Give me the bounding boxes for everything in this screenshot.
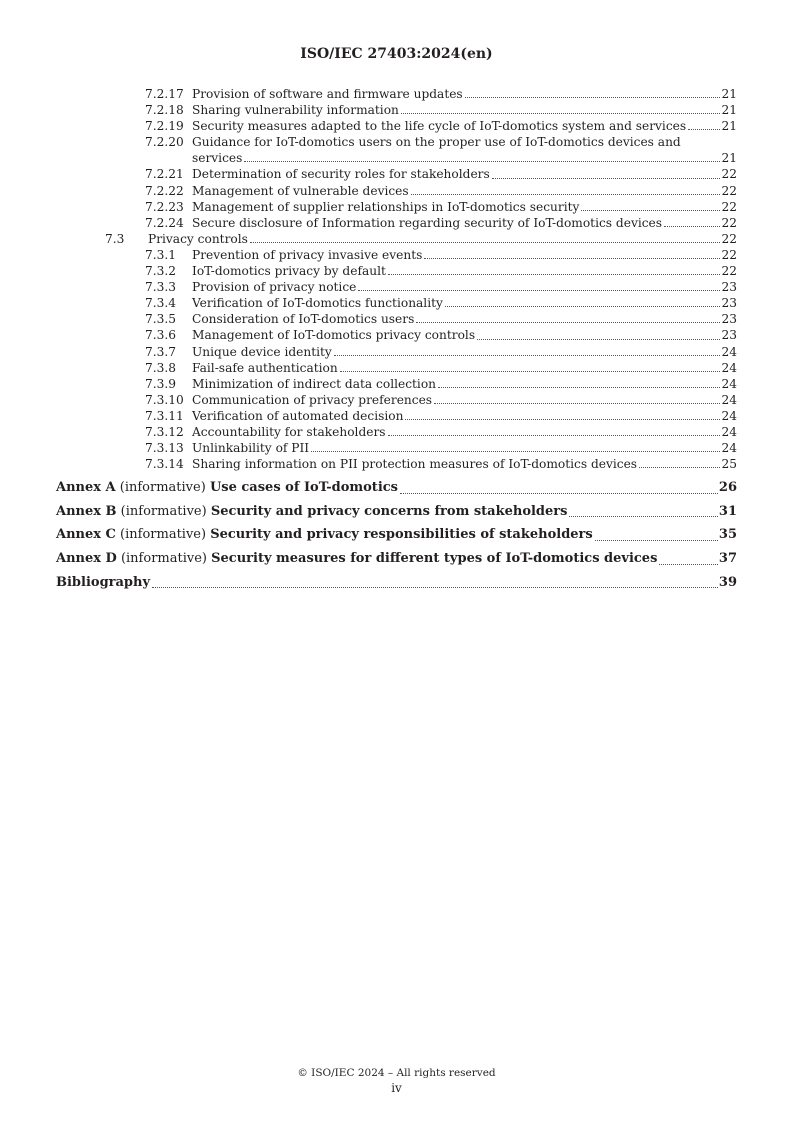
leader-dots — [445, 306, 721, 307]
toc-entry-number: 7.3.9 — [145, 376, 177, 391]
page-footer — [0, 1067, 793, 1095]
toc-entry-title: Communication of privacy preferences — [192, 392, 433, 407]
toc-entry-page: 22 — [721, 231, 737, 246]
leader-dots — [388, 435, 721, 436]
toc-entry-7-3-12[interactable] — [56, 424, 737, 440]
toc-entry-7-2-23[interactable] — [56, 199, 737, 215]
toc-entry-7-3-10[interactable] — [56, 392, 737, 408]
toc-entry-page: 21 — [721, 87, 737, 101]
leader-dots — [311, 451, 720, 452]
toc-entry-number: 7.3.12 — [145, 424, 184, 439]
toc-bibliography-title: Bibliography — [56, 574, 151, 590]
toc-entry-number: 7.3.11 — [145, 408, 184, 423]
toc-entry-page: 23 — [721, 312, 737, 327]
toc-entry-title: Sharing information on PII protection measures of IoT-domotics devices — [192, 457, 638, 472]
leader-dots — [581, 210, 720, 211]
toc-entry-number: 7.3.5 — [145, 312, 177, 327]
annex-title: Use cases of IoT-domotics — [209, 480, 398, 496]
copyright-notice: © ISO/IEC 2024 – All rights reserved — [297, 1067, 496, 1079]
toc-group-7-3 — [56, 247, 737, 472]
toc-entry-page: 21 — [721, 151, 737, 166]
toc-entry-title: Minimization of indirect data collection — [192, 376, 437, 391]
toc-entry-title: IoT-domotics privacy by default — [192, 264, 386, 279]
toc-entry-number: 7.2.24 — [145, 215, 184, 230]
toc-entry-7-3-14[interactable] — [56, 456, 737, 472]
toc-entry-title: Determination of security roles for stakeholders — [192, 167, 490, 182]
toc-entry-title-line2: services — [192, 151, 243, 166]
toc-entry-title: Provision of privacy notice — [192, 280, 357, 295]
toc-entry-number: 7.2.18 — [145, 103, 184, 118]
toc-entry-title: Privacy controls — [148, 231, 248, 246]
leader-dots — [424, 258, 720, 259]
toc-entry-number: 7.3.13 — [145, 441, 184, 456]
toc-entry-page: 22 — [721, 167, 737, 182]
toc-group-7-2-b — [56, 166, 737, 230]
toc-entry-7-3[interactable] — [56, 231, 737, 247]
toc-entry-7-2-20[interactable] — [56, 134, 737, 166]
toc-entry-7-2-17[interactable] — [56, 86, 737, 102]
toc-entry-page: 22 — [721, 215, 737, 230]
toc-entry-page: 23 — [721, 280, 737, 295]
toc-entry-number: 7.3.2 — [145, 264, 177, 279]
toc-entry-number: 7.2.20 — [145, 135, 184, 150]
annex-kind: (informative) — [120, 551, 207, 567]
toc-entry-7-3-11[interactable] — [56, 408, 737, 424]
leader-dots — [405, 419, 720, 420]
leader-dots — [465, 97, 721, 98]
leader-dots — [250, 242, 721, 243]
leader-dots — [358, 290, 720, 291]
toc-entry-title: Sharing vulnerability information — [192, 103, 399, 118]
toc-entry-number: 7.3.14 — [145, 457, 184, 472]
document-header: ISO/IEC 27403:2024(en) — [300, 46, 493, 62]
toc-entry-title: Management of supplier relationships in IoT-domotics security — [192, 199, 580, 214]
toc-entry-title: Accountability for stakeholders — [192, 424, 386, 439]
toc-entry-annex-d[interactable] — [56, 547, 737, 571]
leader-dots — [244, 161, 720, 162]
toc-entry-7-3-5[interactable] — [56, 311, 737, 327]
toc-entry-7-3-13[interactable] — [56, 440, 737, 456]
toc-entry-7-3-4[interactable] — [56, 295, 737, 311]
annex-label: Annex A — [56, 480, 116, 496]
toc-entry-number: 7.3.1 — [145, 247, 177, 262]
page-number: iv — [391, 1081, 402, 1095]
annex-label: Annex D — [56, 551, 117, 567]
leader-dots — [434, 403, 720, 404]
toc-entry-page: 24 — [721, 424, 737, 439]
toc-entry-page: 24 — [721, 408, 737, 423]
toc-entry-7-3-2[interactable] — [56, 263, 737, 279]
toc-entry-number: 7.3.4 — [145, 296, 177, 311]
toc-entry-page: 24 — [721, 376, 737, 391]
annex-label: Annex B — [56, 503, 117, 519]
toc-entry-page: 22 — [721, 247, 737, 262]
toc-entry-page: 25 — [721, 457, 737, 472]
toc-entry-page: 24 — [721, 344, 737, 359]
toc-entry-number: 7.2.17 — [145, 87, 184, 101]
toc-entry-page: 37 — [718, 551, 737, 567]
toc-entry-page: 39 — [718, 574, 737, 590]
toc-entry-bibliography[interactable] — [56, 571, 737, 595]
toc-entry-title: Unique device identity — [192, 344, 332, 359]
toc-entry-page: 22 — [721, 183, 737, 198]
leader-dots — [152, 587, 718, 588]
toc-entry-7-2-22[interactable] — [56, 183, 737, 199]
annex-title: Security and privacy responsibilities of stakeholders — [210, 527, 593, 543]
toc-entry-7-2-24[interactable] — [56, 215, 737, 231]
toc-entry-title: Verification of IoT-domotics functionality — [192, 296, 443, 311]
toc-entry-7-3-8[interactable] — [56, 360, 737, 376]
toc-annexes — [56, 476, 737, 570]
toc-entry-number: 7.2.23 — [145, 199, 184, 214]
toc-entry-title-line1: Guidance for IoT-domotics users on the proper use of IoT-domotics devices and — [192, 135, 681, 150]
toc-entry-page: 22 — [721, 199, 737, 214]
toc-entry-annex-a[interactable] — [56, 476, 737, 500]
toc-entry-annex-b[interactable] — [56, 500, 737, 524]
leader-dots — [492, 178, 721, 179]
toc-entry-7-3-3[interactable] — [56, 279, 737, 295]
toc-entry-number: 7.3.8 — [145, 360, 177, 375]
toc-entry-title: Management of vulnerable devices — [192, 183, 409, 198]
toc-entry-7-3-6[interactable] — [56, 327, 737, 343]
leader-dots — [340, 371, 721, 372]
leader-dots — [416, 322, 720, 323]
toc-entry-page: 24 — [721, 441, 737, 456]
annex-title: Security measures for different types of IoT-domotics devices — [211, 551, 658, 567]
annex-kind: (informative) — [120, 527, 207, 543]
leader-dots — [664, 226, 720, 227]
annex-title: Security and privacy concerns from stakeholders — [210, 503, 568, 519]
toc-entry-title: Security measures adapted to the life cycle of IoT-domotics system and services — [192, 119, 687, 134]
toc-entry-7-3-9[interactable] — [56, 376, 737, 392]
toc-entry-title: Management of IoT-domotics privacy controls — [192, 328, 476, 343]
leader-dots — [639, 467, 720, 468]
leader-dots — [388, 274, 721, 275]
toc-entry-number: 7.2.19 — [145, 119, 184, 134]
toc-entry-page: 21 — [721, 103, 737, 118]
annex-kind: (informative) — [119, 480, 206, 496]
toc-entry-number: 7.3.6 — [145, 328, 177, 343]
annex-label: Annex C — [56, 527, 116, 543]
toc-entry-page: 26 — [718, 480, 737, 496]
toc-entry-title: Prevention of privacy invasive events — [192, 247, 423, 262]
toc-entry-title: Provision of software and firmware updates — [192, 87, 463, 101]
leader-dots — [400, 493, 718, 494]
toc-entry-7-2-19[interactable] — [56, 118, 737, 134]
leader-dots — [477, 339, 720, 340]
toc-entry-7-2-21[interactable] — [56, 166, 737, 182]
toc-entry-title: Fail-safe authentication — [192, 360, 338, 375]
toc-entry-number: 7.3.10 — [145, 392, 184, 407]
toc-entry-number: 7.3 — [105, 231, 125, 246]
toc-entry-page: 31 — [718, 503, 737, 519]
toc-entry-7-2-18[interactable] — [56, 102, 737, 118]
toc-entry-title: Secure disclosure of Information regarding security of IoT-domotics devices — [192, 215, 663, 230]
toc-entry-title: Unlinkability of PII — [192, 441, 310, 456]
leader-dots — [595, 540, 718, 541]
leader-dots — [659, 564, 718, 565]
toc-entry-page: 21 — [721, 119, 737, 134]
toc-entry-page: 24 — [721, 360, 737, 375]
toc-entry-number: 7.2.22 — [145, 183, 184, 198]
leader-dots — [688, 129, 720, 130]
toc-entry-page: 24 — [721, 392, 737, 407]
leader-dots — [401, 113, 721, 114]
toc-entry-page: 23 — [721, 328, 737, 343]
leader-dots — [569, 516, 717, 517]
table-of-contents — [56, 86, 737, 594]
toc-entry-number: 7.2.21 — [145, 167, 184, 182]
leader-dots — [334, 355, 721, 356]
annex-kind: (informative) — [120, 503, 207, 519]
toc-entry-page: 35 — [718, 527, 737, 543]
leader-dots — [411, 194, 721, 195]
leader-dots — [438, 387, 720, 388]
toc-entry-title: Verification of automated decision — [192, 408, 404, 423]
toc-group-7-2-a — [56, 86, 737, 134]
toc-entry-number: 7.3.7 — [145, 344, 177, 359]
toc-entry-7-3-1[interactable] — [56, 247, 737, 263]
toc-entry-7-3-7[interactable] — [56, 344, 737, 360]
toc-entry-title: Consideration of IoT-domotics users — [192, 312, 415, 327]
toc-entry-number: 7.3.3 — [145, 280, 177, 295]
toc-entry-annex-c[interactable] — [56, 523, 737, 547]
toc-entry-page: 23 — [721, 296, 737, 311]
toc-entry-page: 22 — [721, 264, 737, 279]
